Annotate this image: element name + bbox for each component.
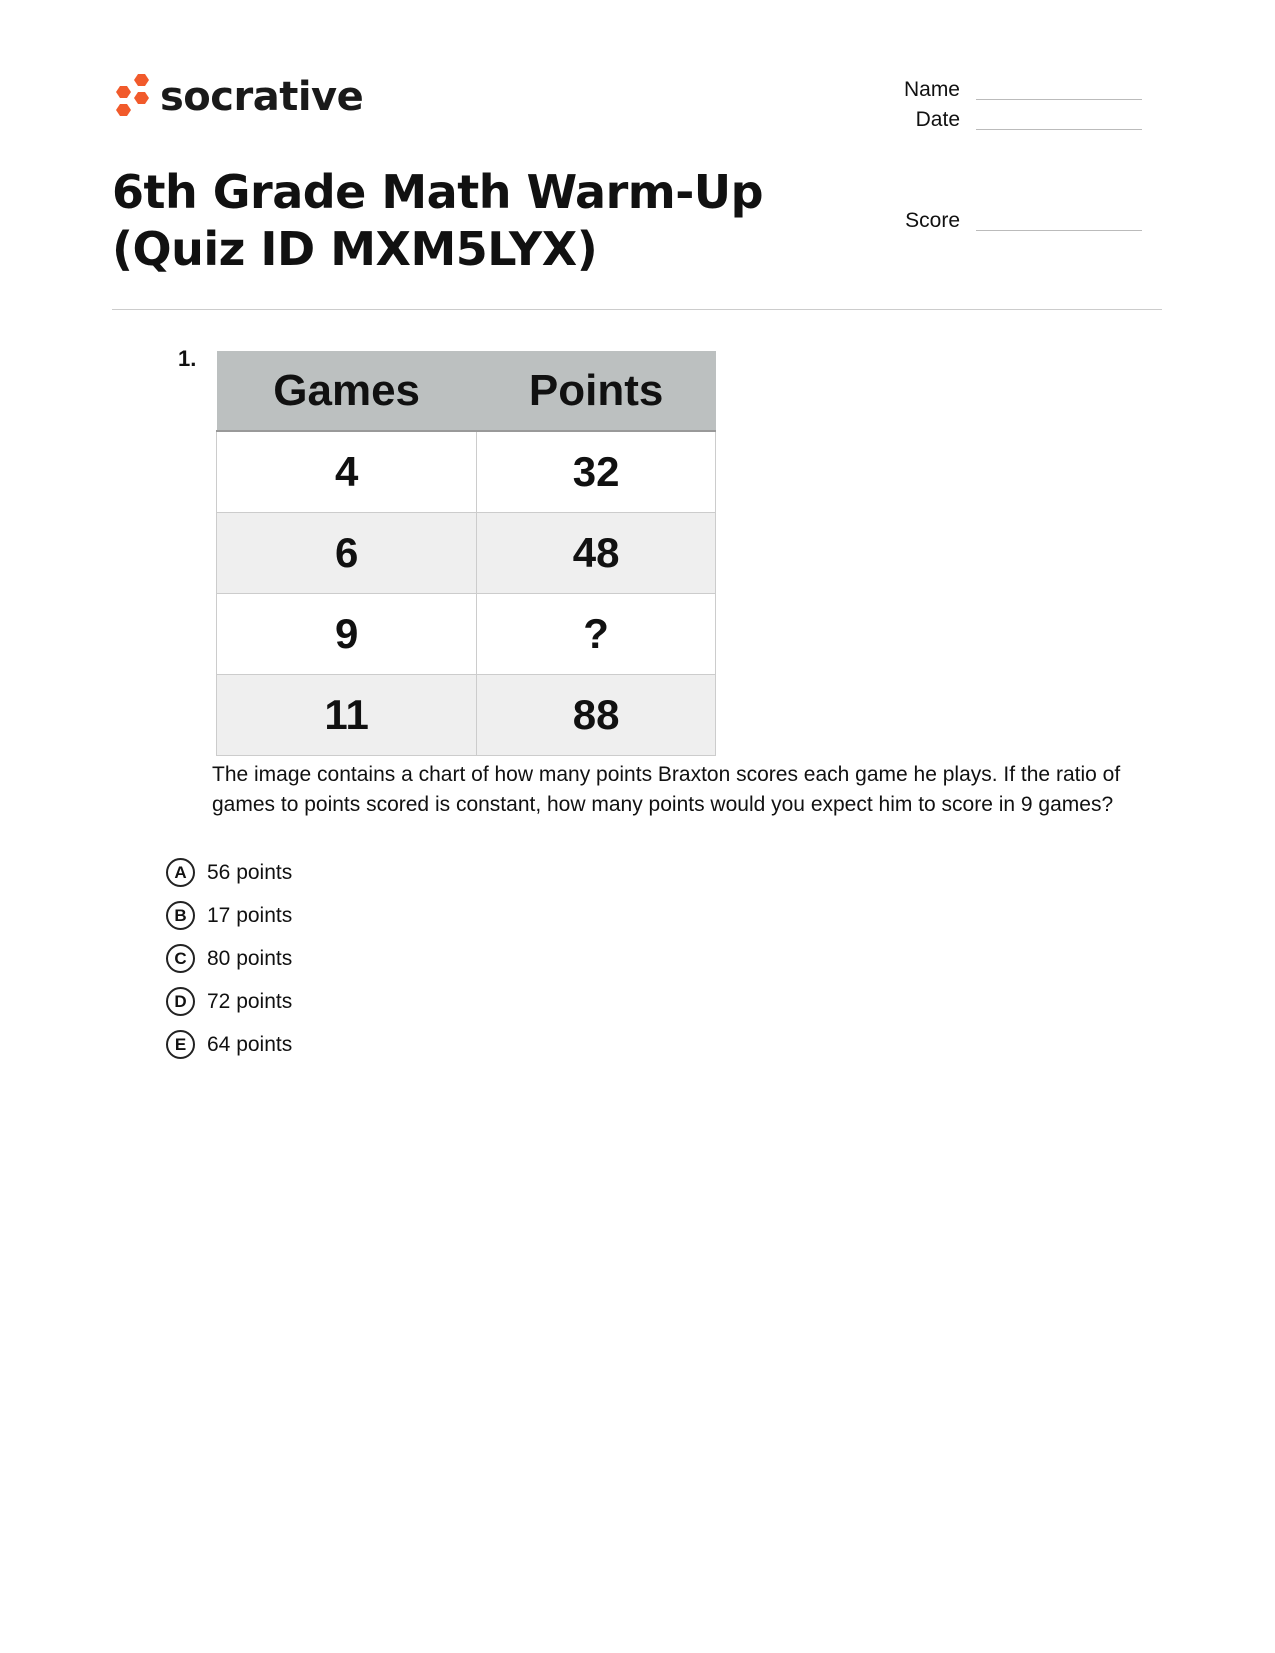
choice-c[interactable] xyxy=(166,944,292,973)
name-field[interactable] xyxy=(870,78,1142,102)
cell-points: 88 xyxy=(477,675,716,756)
table-row xyxy=(217,675,716,756)
date-label: Date xyxy=(915,108,960,131)
choice-d[interactable] xyxy=(166,987,292,1016)
choice-letter-circle[interactable]: E xyxy=(166,1030,195,1059)
choice-text: 80 points xyxy=(207,946,293,970)
question-text: The image contains a chart of how many points Braxton scores each game he plays. If the ratio of games to points scored is constant, how many points would you expect him to score in 9 games? xyxy=(212,763,1121,816)
logo-text: socrative xyxy=(160,74,364,120)
cell-games: 9 xyxy=(217,594,477,675)
score-label: Score xyxy=(905,209,960,232)
name-line[interactable] xyxy=(976,98,1142,100)
score-field[interactable] xyxy=(870,209,1142,233)
choice-letter-circle[interactable]: A xyxy=(166,858,195,887)
table-row xyxy=(217,431,716,513)
table-header-row xyxy=(217,351,716,431)
choice-letter-circle[interactable]: B xyxy=(166,901,195,930)
choice-letter-circle[interactable]: C xyxy=(166,944,195,973)
choice-text: 64 points xyxy=(207,1032,293,1056)
cell-games: 11 xyxy=(217,675,477,756)
date-line[interactable] xyxy=(976,128,1142,130)
cell-points: 48 xyxy=(477,513,716,594)
divider xyxy=(112,309,1162,310)
cell-points: ? xyxy=(477,594,716,675)
choice-letter-circle[interactable]: D xyxy=(166,987,195,1016)
name-label: Name xyxy=(903,78,960,101)
games-points-table xyxy=(216,351,716,756)
cell-points: 32 xyxy=(477,431,716,513)
table-row xyxy=(217,594,716,675)
choice-text: 56 points xyxy=(207,860,293,884)
table-row xyxy=(217,513,716,594)
cell-games: 4 xyxy=(217,431,477,513)
choice-text: 17 points xyxy=(207,903,293,927)
choice-a[interactable] xyxy=(166,858,292,887)
header-games: Games xyxy=(217,351,477,431)
choice-b[interactable] xyxy=(166,901,292,930)
header-points: Points xyxy=(477,351,716,431)
score-line[interactable] xyxy=(976,229,1142,231)
page-title: 6th Grade Math Warm-Up (Quiz ID MXM5LYX) xyxy=(112,165,764,276)
question-number: 1. xyxy=(178,346,197,371)
choice-text: 72 points xyxy=(207,989,293,1013)
socrative-logo xyxy=(112,72,363,122)
date-field[interactable] xyxy=(870,108,1142,132)
hexagon-logo-icon xyxy=(112,72,152,122)
cell-games: 6 xyxy=(217,513,477,594)
choice-e[interactable] xyxy=(166,1030,292,1059)
